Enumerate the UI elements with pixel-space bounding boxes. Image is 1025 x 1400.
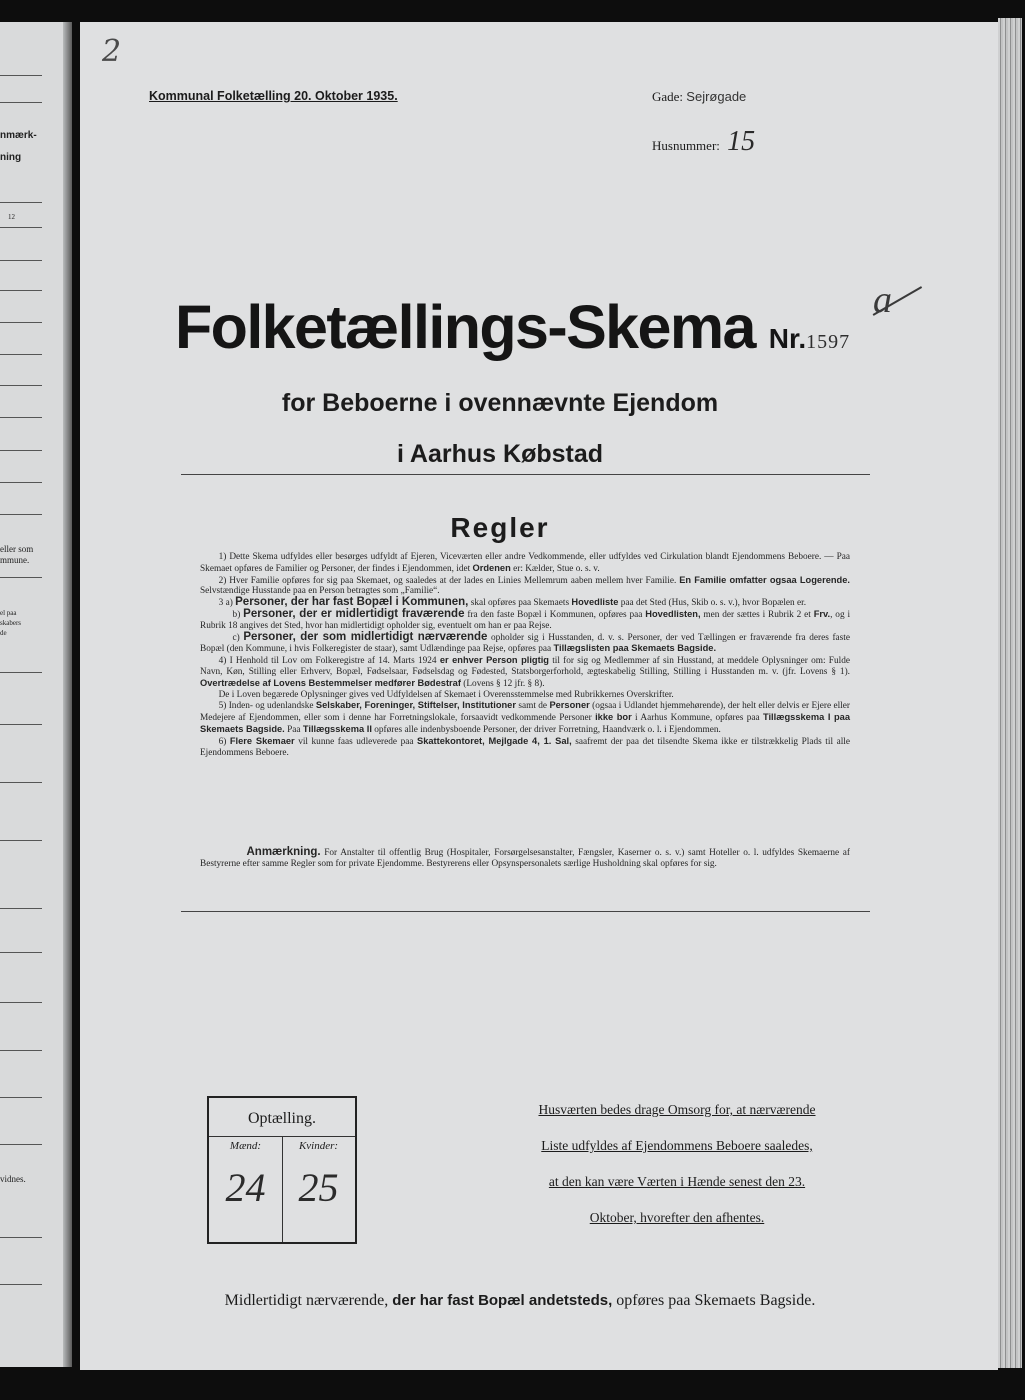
left-page-rule <box>0 908 42 909</box>
house-number-value: 15 <box>727 126 756 157</box>
house-number-label: Husnummer: <box>652 138 720 153</box>
rule-3c: c) Personer, der som midlertidigt nærværende opholder sig i Husstanden, d. v. s. Personer, der ved Tællingen er fraværende fra deres faste Bopæl (den Kommune, i hvis Folkeregister de staar), samt Udlændinge paa Rejse, opføres paa Tillægslisten paa Skemaets Bagside. <box>200 630 851 655</box>
rule-3a: 3 a) Personer, der har fast Bopæl i Kommunen, skal opføres paa Skemaets Hovedliste paa det Sted (Hus, Skib o. s. v.), hvor Bopælen er. <box>218 596 807 609</box>
left-page-rule <box>0 1097 42 1098</box>
rule-5: 5) Inden- og udenlandske Selskaber, Foreninger, Stiftelser, Institutioner samt de Personer (ogsaa i Udlandet hjemmehørende), der helt eller delvis er Ejere eller Medejere af Ejendommen, eller som i denne har Forretningslokale, forsaavidt vedkommende Personer ikke bor i Aarhus Kommune, opføres paa Tillægsskema I paa Skemaets Bagside. Paa Tillægsskema II opføres alle indenbysboende Personer, der driver Forretning, Haandværk o. l. i Ejendommen. <box>200 700 851 735</box>
remark-text: For Anstalter til offentlig Brug (Hospitaler, Forsørgelsesanstalter, Fængsler, Kaserner o. s. v.) samt Hoteller o. l. udfyldes Skemaerne af Bestyrerne efter samme Regler som for private Ejendomme. Bestyrerens eller Opsynspersonalets særlige Husholdning skal opføres for sig. <box>200 848 850 869</box>
left-page-rule <box>0 354 42 355</box>
left-page-rule <box>0 1237 42 1238</box>
left-page-rule <box>0 202 42 203</box>
men-label: Mænd: <box>229 1140 262 1152</box>
census-header-title: Kommunal Folketælling 20. Oktober 1935. <box>149 89 398 103</box>
rule-4-note: De i Loven begærede Oplysninger gives ved Udfyldelsen af Skemaet i Overensstemmelse med Rubrikkernes Overskrifter. <box>218 689 674 700</box>
left-page-rule <box>0 577 42 578</box>
remark-note <box>200 847 850 870</box>
men-count: 24 <box>225 1165 266 1210</box>
left-page-text: skabers <box>0 619 21 627</box>
count-box <box>207 1096 357 1244</box>
landlord-notice-line: Husværten bedes drage Omsorg for, at nærværende <box>538 1102 816 1117</box>
form-title <box>175 292 975 362</box>
page-gutter <box>63 22 72 1367</box>
count-title: Optælling. <box>247 1110 316 1127</box>
rule-2: 2) Hver Familie opføres for sig paa Skemaet, og saaledes at der lades en Linies Mellemrum aaben mellem hver Familie. En Familie omfatter ogsaa Logerende. Selvstændige Husstande paa en Person betragtes som „Familie“. <box>200 574 850 597</box>
landlord-notice-line: Liste udfyldes af Ejendommens Beboere saaledes, <box>541 1138 813 1153</box>
rules-heading: Regler <box>450 512 550 543</box>
left-page-text: eller som <box>0 544 34 554</box>
left-page-rule <box>0 1284 42 1285</box>
form-number-label: Nr. <box>768 323 807 354</box>
left-page-rule <box>0 1050 42 1051</box>
handwritten-page-number: 2 <box>102 34 122 69</box>
left-page-rule <box>0 260 42 261</box>
house-number-field <box>652 126 755 158</box>
form-number-value: 1597 <box>806 331 851 353</box>
rule-1: 1) Dette Skema udfyldes eller besørges udfyldt af Ejeren, Viceværten eller andre Vedkommende, eller udfyldes ved Cirkulation blandt Ejendommens Beboere. — Paa Skemaet opføres de Familier og Personer, der findes i Ejendommen, idet Ordenen er: Kælder, Stue o. s. v. <box>200 552 850 574</box>
left-page-rule <box>0 514 42 515</box>
left-page-rule <box>0 482 42 483</box>
left-page-text: vidnes. <box>0 1174 26 1184</box>
census-form-page <box>80 22 998 1370</box>
rule-3b: b) Personer, der er midlertidigt fraværende fra den faste Bopæl i Kommunen, opføres paa Hovedlisten, men der sættes i Rubrik 2 et Frv., og i Rubrik 18 angives det Sted, hvor han midlertidigt opholder sig, eventuelt om han er paa Rejse. <box>200 607 851 631</box>
form-location: i Aarhus Købstad <box>396 440 604 468</box>
left-page-text: nmærk- <box>0 130 37 141</box>
page-stack-edge <box>998 18 1022 1368</box>
left-page-text: 12 <box>8 213 15 221</box>
rule-6: 6) Flere Skemaer vil kunne faas udleverede paa Skattekontoret, Mejlgade 4, 1. Sal, saafremt der paa det tilsendte Skema ikke er tilstrækkelig Plads til alle Ejendommens Beboere. <box>200 735 850 758</box>
footer-note: Midlertidigt nærværende, der har fast Bopæl andetsteds, opføres paa Skemaets Bagside. <box>224 1292 816 1309</box>
handwritten-suffix: a <box>873 279 892 321</box>
left-page-rule <box>0 385 42 386</box>
women-count: 25 <box>298 1165 339 1210</box>
section-divider <box>181 911 870 912</box>
left-page-rule <box>0 840 42 841</box>
street-label: Gade: <box>652 89 684 104</box>
left-page-rule <box>0 724 42 725</box>
left-page-rule <box>0 782 42 783</box>
form-subtitle: for Beboerne i ovennævnte Ejendom <box>281 389 719 417</box>
left-page-fragment <box>0 22 72 1367</box>
left-page-rule <box>0 75 42 76</box>
landlord-notice-line: Oktober, hvorefter den afhentes. <box>589 1210 765 1225</box>
form-title-text: Folketællings-Skema <box>175 293 755 361</box>
left-page-text: el paa <box>0 609 17 617</box>
left-page-text: ning <box>0 152 22 163</box>
left-page-rule <box>0 952 42 953</box>
section-divider <box>181 474 870 475</box>
left-page-rule <box>0 672 42 673</box>
left-page-rule <box>0 227 42 228</box>
left-page-rule <box>0 450 42 451</box>
rule-4: 4) I Henhold til Lov om Folkeregistre af 14. Marts 1924 er enhver Person pligtig til for sig og Medlemmer af sin Husstand, at meddele Oplysninger om: Fulde Navn, Køn, Stilling eller Erhverv, Bopæl, Fødselsaar, Fødselsdag og Fødested, Statsborgerforhold, ægteskabelig Stilling, Stilling i Husstanden m. v. (jfr. Lovens § 1). Overtrædelse af Lovens Bestemmelser medfører Bødestraf (Lovens § 12 jfr. § 8). <box>200 655 850 689</box>
street-value: Sejrøgade <box>686 89 747 104</box>
left-page-rule <box>0 417 42 418</box>
left-page-rule <box>0 1144 42 1145</box>
left-page-rule <box>0 1002 42 1003</box>
street-field <box>652 89 746 105</box>
left-page-rule <box>0 322 42 323</box>
landlord-notice-line: at den kan være Værten i Hænde senest den 23. <box>548 1174 806 1189</box>
remark-label: Anmærkning. <box>246 846 321 858</box>
left-page-rule <box>0 102 42 103</box>
women-label: Kvinder: <box>298 1140 339 1152</box>
left-page-text: mmune. <box>0 555 30 565</box>
left-page-text: de <box>0 629 7 637</box>
rules-text <box>200 552 850 758</box>
left-page-rule <box>0 290 42 291</box>
